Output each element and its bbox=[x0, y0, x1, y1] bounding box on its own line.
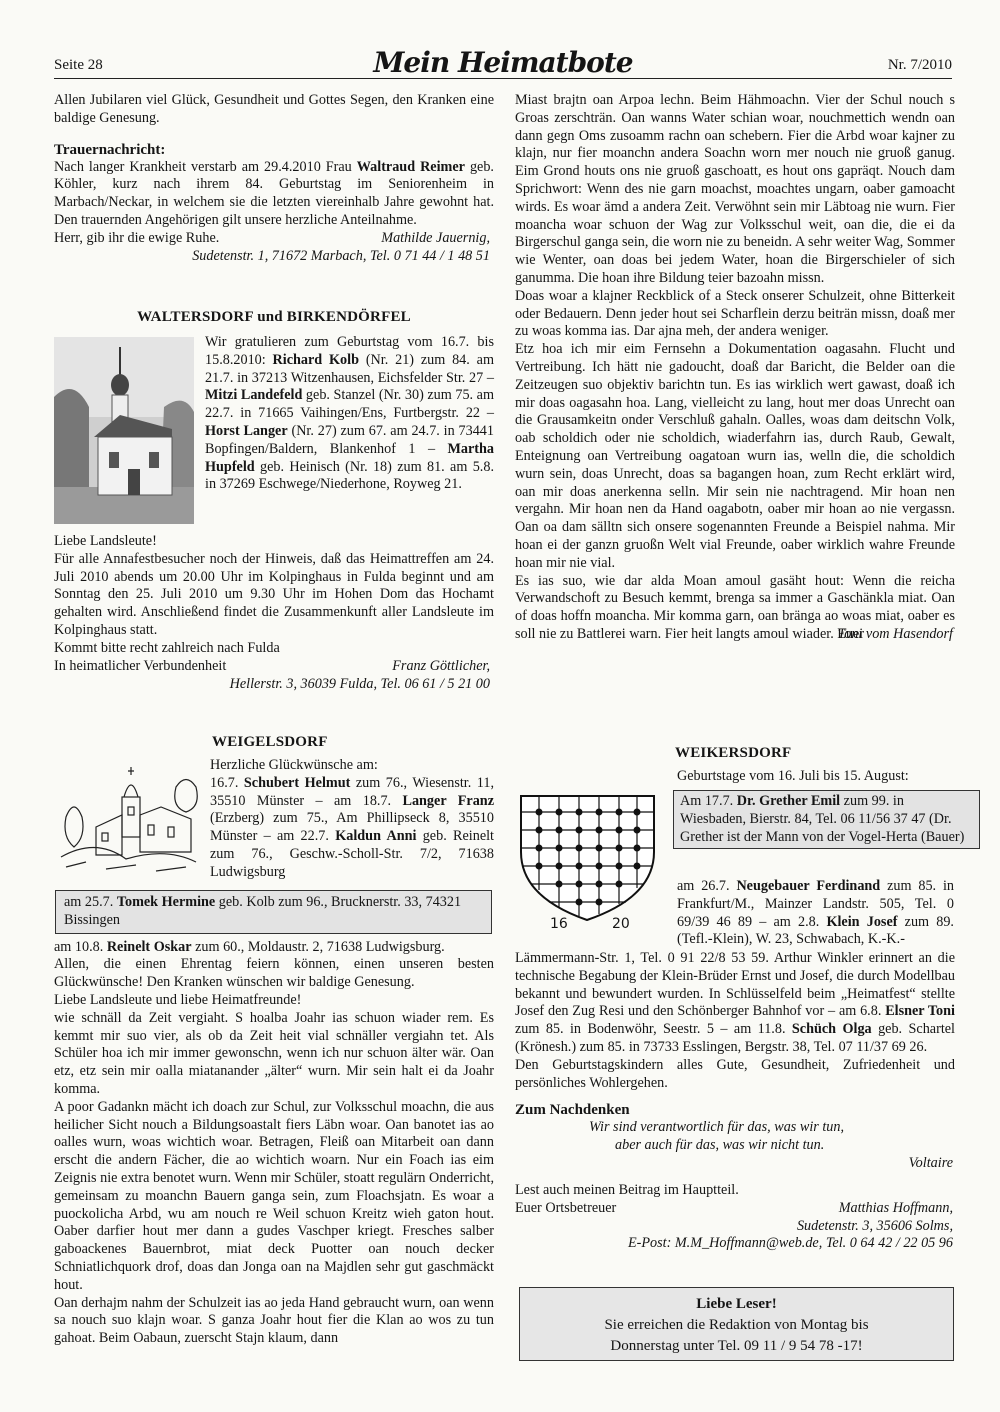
right-column bbox=[515, 92, 955, 644]
waltersdorf-sign-line bbox=[54, 658, 494, 676]
weigelsdorf-birthdays bbox=[54, 757, 494, 887]
weigelsdorf-greeting: Liebe Landsleute und liebe Heimatfreunde! bbox=[54, 991, 302, 1008]
weigelsdorf-dialect-3: Oan derhajm nahm der Schulzeit ias ao jeda Hand gebraucht wurn, oan wenn sa nouch suo klajn woar. S ganza Joahr hout fier die Klan ao wos zu tun gahoat. Beim Oabaun, zuerscht Stajn klaum, dann bbox=[54, 1294, 494, 1347]
dialect-continuation-2: Doas woar a klajner Reckblick of a Steck onserer Schulzeit, ohne Bitterkeit oder Bedauern. Denn jeder hout sei Scharflein derzu beiträn missn, doaß mer zu woas komma ias. Dar ajna meh, der andera weniger. bbox=[515, 287, 955, 340]
issue-number: Nr. 7/2010 bbox=[887, 57, 952, 73]
opening-text: Allen Jubilaren viel Glück, Gesundheit und Gottes Segen, den Kranken eine baldige Genesung. bbox=[54, 92, 494, 126]
closing-contact: E-Post: M.M_Hoffmann@web.de, Tel. 0 64 42 / 22 05 96 bbox=[627, 1235, 953, 1252]
dialect-author: Toni vom Hasendorf bbox=[837, 625, 953, 642]
trauer-heading: Trauernachricht: bbox=[54, 141, 166, 158]
notice-line-1: Sie erreichen die Redaktion von Montag bis bbox=[604, 1317, 869, 1333]
page-number: Seite 28 bbox=[54, 57, 103, 73]
weigelsdorf-dialect-2: A poor Gadankn mächt ich doach zur Schul, zur Volksschul moachn, die aus heilicher Sicht nouch a Bildungsoastalt fiers Läbn woar. Oan banotet ias ao oalles wurn, woas wichtich woar. Betragen, Fleiß oan Mitarbeit oan dann erscht die andern Fächer, die ao wichtich woarn. Nur ein Foach ias eim Zeignis nie extra benotet wurn. Wenn mir Schüler, stoatt regulärn Onderricht, gemeinsam zu moanchn Bauern ganga sein, zum Floachsjatn. Es woar a puockolicha Arbd, wu am nouch re Weil schuon Kreitz wieh gaton hout. Oaber darfier hout mer dann a gudes Vaschper kriegt. Fresches salber gaboackenes Bauernbrot, miat deck Puotter oan nouch decker Schniatlichquork drof, doas dan Jonga oan na Majdlen sehr gut gaschmäckt hout. bbox=[54, 1098, 494, 1293]
trauer-sign-line bbox=[54, 230, 494, 248]
waltersdorf-heading: WALTERSDORF und BIRKENDÖRFEL bbox=[137, 309, 411, 325]
closing-address: Sudetenstr. 3, 35606 Solms, bbox=[796, 1217, 953, 1234]
weikersdorf-body bbox=[515, 950, 955, 1253]
quote-author: Voltaire bbox=[908, 1154, 953, 1171]
weigelsdorf-entries: Herzliche Glückwünsche am: 16.7. Schubert Helmut zum 76., Wiesenstr. 11, 35510 Münster – am 18.7. Langer Franz (Erzberg) zum 75., Am Phillipseck 8, 35510 Münster – am 22.7. Kaldun Anni geb. Reinelt zum 76., Geschw.-Scholl-Str. 7/2, 71638 Ludwigsburg bbox=[210, 757, 495, 880]
dialect-continuation-4: Es ias suo, wie dar alda Moan amoul gasäht hout: Wenn die reicha Verwandschoft zu Besuch kemmt, brenga sa immer a Gaschänkla miat. Oan of doas hoffn moancha. Mir komma garn, oan bränga ao woas miat, oaber es soll nie zu Battlerei warn. Fier heit langts amoul wiader. Euer bbox=[515, 572, 955, 642]
weigelsdorf-heading: WEIGELSDORF bbox=[212, 734, 328, 750]
header-rule bbox=[54, 78, 952, 79]
notice-line-2: Donnerstag unter Tel. 09 11 / 9 54 78 -17! bbox=[610, 1338, 863, 1354]
waltersdorf-body: Für alle Annafestbesucher noch der Hinweis, daß das Heimattreffen am 24. Juli 2010 abends um 20.00 Uhr im Kolpinghaus in Fulda beginnt und am Sonntag den 25. Juli 2010 um 9.30 Uhr im Hohen Dom das Hochamt gehalten wird. Anschließend findet die Zusammenkunft aller Landsleute im Kolpinghaus statt. bbox=[54, 550, 494, 638]
weigelsdorf-after-box: am 10.8. Reinelt Oskar zum 60., Moldaustr. 2, 71638 Ludwigsburg. bbox=[54, 938, 445, 955]
closing-line-2: Euer Ortsbetreuer bbox=[515, 1199, 617, 1216]
weikersdorf-wishes: Den Geburtstagskindern alles Gute, Gesundheit, Zufriedenheit und persönliches Wohlergehen. bbox=[515, 1056, 955, 1091]
waltersdorf-invite: Kommt bitte recht zahlreich nach Fulda bbox=[54, 639, 280, 656]
waltersdorf-author: Franz Göttlicher, bbox=[392, 657, 490, 674]
waltersdorf-section bbox=[54, 308, 494, 693]
closing-line-1: Lest auch meinen Beitrag im Hauptteil. bbox=[515, 1181, 739, 1198]
trauer-author: Mathilde Jauernig, bbox=[381, 229, 490, 246]
weikersdorf-intro: Geburtstage vom 16. Juli bis 15. August: bbox=[677, 768, 909, 784]
waltersdorf-birthdays bbox=[54, 334, 494, 528]
closing-author: Matthias Hoffmann, bbox=[838, 1199, 953, 1216]
waltersdorf-greeting: Liebe Landsleute! bbox=[54, 533, 157, 549]
closing-sign-line bbox=[515, 1200, 955, 1218]
editor-notice-box bbox=[519, 1287, 954, 1361]
waltersdorf-address: Hellerstr. 3, 36039 Fulda, Tel. 06 61 / 5 21 00 bbox=[229, 675, 490, 692]
notice-title: Liebe Leser! bbox=[696, 1296, 777, 1312]
dialect-continuation-3: Etz hoa ich mir eim Fernsehn a Dokumentation oagasahn. Flucht und Vertreibung. Ich hätt nie gadoucht, doaß dar Baricht, die Belder oan die Zeitzeugen suo objektiv barichtn tun. Es ias wirklich wert gawast, doaß ich mir doas oagasahn hoa. Lang, vielleicht zu lang, hout mer doas Unrecht oan die Grausamkeitn onder Verschluß gahaln. Oalles, woas dam deitschn Volk, oab scholdich oder nie scholdich, wiaderfahrn ias, durch Raub, Gewalt, Enteignung oan Vertreibung oagatoan wurn ias, welln die, die scholdich wurn sein, doas Unrecht, doas sa bagangen hoan, zum Recht erklärt wird, oan mir doas anerkenna selln. Mir sein nie nachtragend. Mir hoan nen vergahn. Mir hoan nen da Hand oagabotn, oaber mir hoan ao nie vergassn. Oan oa dam sälltn sich onsere sogenannten Freunde a Beispiel nahma. Mir hoan ei der ganzn gruoßn Welt vial Freunde, oaber wirklich wahre Freunde hoan mir nie vial. bbox=[515, 341, 955, 571]
chapel-image bbox=[54, 337, 194, 524]
quote-line-2: aber auch für das, was wir nicht tun. bbox=[615, 1137, 825, 1154]
waltersdorf-closing: In heimatlicher Verbundenheit bbox=[54, 657, 227, 674]
trauer-address: Sudetenstr. 1, 71672 Marbach, Tel. 0 71 44 / 1 48 51 bbox=[192, 247, 490, 264]
left-column bbox=[54, 92, 494, 266]
masthead-title: Mein Heimatbote bbox=[373, 46, 633, 79]
trauer-text: Nach langer Krankheit verstarb am 29.4.2010 Frau Waltraud Reimer geb. Köhler, kurz nach ihrem 84. Geburtstag im Seniorenheim in Marbach/Neckar, in welchem sie die letzten viereinhalb Jahre gewohnt hat. Den trauernden Angehörigen gilt unsere herzliche Anteilnahme. bbox=[54, 158, 494, 228]
quote-line-1: Wir sind verantwortlich für das, was wir tun, bbox=[589, 1119, 845, 1136]
waltersdorf-entries: Wir gratulieren zum Geburtstag vom 16.7. bis 15.8.2010: Richard Kolb (Nr. 21) zum 84. am 21.7. in 37213 Witzenhausen, Eichsfelder Str. 27 – Mitzi Landefeld geb. Stanzel (Nr. 30) zum 75. am 22.7. in 71665 Vaihingen/Ens, Furtbergstr. 22 – Horst Langer (Nr. 27) zum 67. am 24.7. in 73441 Bopfingen/Baldern, Blankenhof 1 – Martha Hupfeld geb. Heinisch (Nr. 18) zum 81. am 5.8. in 37269 Eschwege/Niederhone, Royweg 21. bbox=[205, 334, 494, 493]
weigelsdorf-wishes: Allen, die einen Ehrentag feiern können, einen unseren besten Glückwünsche! Den Kranken wünschen wir baldige Genesung. bbox=[54, 956, 494, 991]
church-sketch-image bbox=[56, 767, 201, 877]
page-header bbox=[54, 45, 952, 85]
weigelsdorf-dialect-1: wie schnäll da Zeit vergiaht. S hoalba Joahr ias schuon wiader rem. Es kemmt mir suo vier, als ob da Zeit heit vial schnäller vergiahn tet. Als Schüler hoa ich mir immer gewonschn, wenn ich nur schuon älter wär. Oan etz, etz sein mir oalla miatanander „älter“ wurn. Mir sein halt ei da Joahr komma. bbox=[54, 1009, 494, 1097]
weikersdorf-entries-side: am 26.7. Neugebauer Ferdinand zum 85. in Frankfurt/M., Mainzer Landstr. 505, Tel. 0 69/39 46 89 – am 2.8. Klein Josef zum 89. (Tefl.-Klein), W. 23, Schwabach, K.-K.- bbox=[677, 878, 954, 948]
weigelsdorf-highlight-box: am 25.7. Tomek Hermine geb. Kolb zum 96., Brucknerstr. 33, 74321 Bissingen bbox=[55, 890, 492, 934]
weikersdorf-entries: Lämmermann-Str. 1, Tel. 0 91 22/8 53 59. Arthur Winkler erinnert an die technische Begabung der Klein-Brüder Ernst und Josef, die durch Modellbau bekannt und bewundert wurden. In Schlüsselfeld beim „Heimatfest“ stellte Josef den Zug Resi und den Schönberger Bahnhof vor – am 6.8. Elsner Toni zum 85. in Bodenwöhr, Seestr. 5 – am 11.8. Schüch Olga geb. Schartel (Krönesh.) zum 85. in 73733 Esslingen, Bergstr. 38, Tel. 07 11/37 69 26. bbox=[515, 950, 955, 1055]
thought-heading: Zum Nachdenken bbox=[515, 1102, 630, 1119]
weikersdorf-highlight-box: Am 17.7. Dr. Grether Emil zum 99. in Wiesbaden, Bierstr. 84, Tel. 06 11/56 37 47 (Dr. Grether ist der Mann von der Vogel-Herta (Bauer) bbox=[673, 790, 980, 849]
weikersdorf-heading: WEIKERSDORF bbox=[675, 745, 792, 761]
trauer-prayer: Herr, gib ihr die ewige Ruhe. bbox=[54, 229, 220, 246]
weikersdorf-top: 16 20 Geburtstage vom 16. Juli bis 15. August: Am 17.7. Dr. Grether Emil zum 99. in Wiesbaden, Bierstr. 84, Tel. 06 11/56 37 47 (Dr. Grether ist der Mann von der Vogel-Herta (Bauer) bbox=[515, 768, 955, 906]
dialect-continuation-1: Miast brajtn oan Arpoa lechn. Beim Hähmoachn. Vier der Schul nouch s Groas zerschträn. Oan wanns Water schian woar, nouchmettich wendn oan dann gegn Oms zusoamm rachn oan schebern. Fier die Arbd woar kajner zu klajn, nur fier moanchn andera Soachn worn mer nouch nie gruoß ganug. Eim Grond houts ons nie gruoß gaschoatt, es hout ons gapräqt. Nouch dam Sprichwort: Wenn des nie garn moachst, moachtes ungarn, oaber gamoacht wirds. Es woar ämd a andera Zeit. Verwöhnt sein mir Läbtoag nie wurn. Fier moancha woar schuon der Wag zur Volksschul weit, oan die, die ei da Birgerschul ganga sein, die worn nie zu beneidn. A sehr weiter Wag, Sommer wie Wenter, oan doas bei jedem Water, hoan die Birgerschieler of sich ganumma. Die hoan ihre Bildung teier bazoahn missn. bbox=[515, 92, 955, 286]
weigelsdorf-section bbox=[54, 733, 494, 1348]
shield-coat-of-arms-image bbox=[515, 792, 660, 926]
